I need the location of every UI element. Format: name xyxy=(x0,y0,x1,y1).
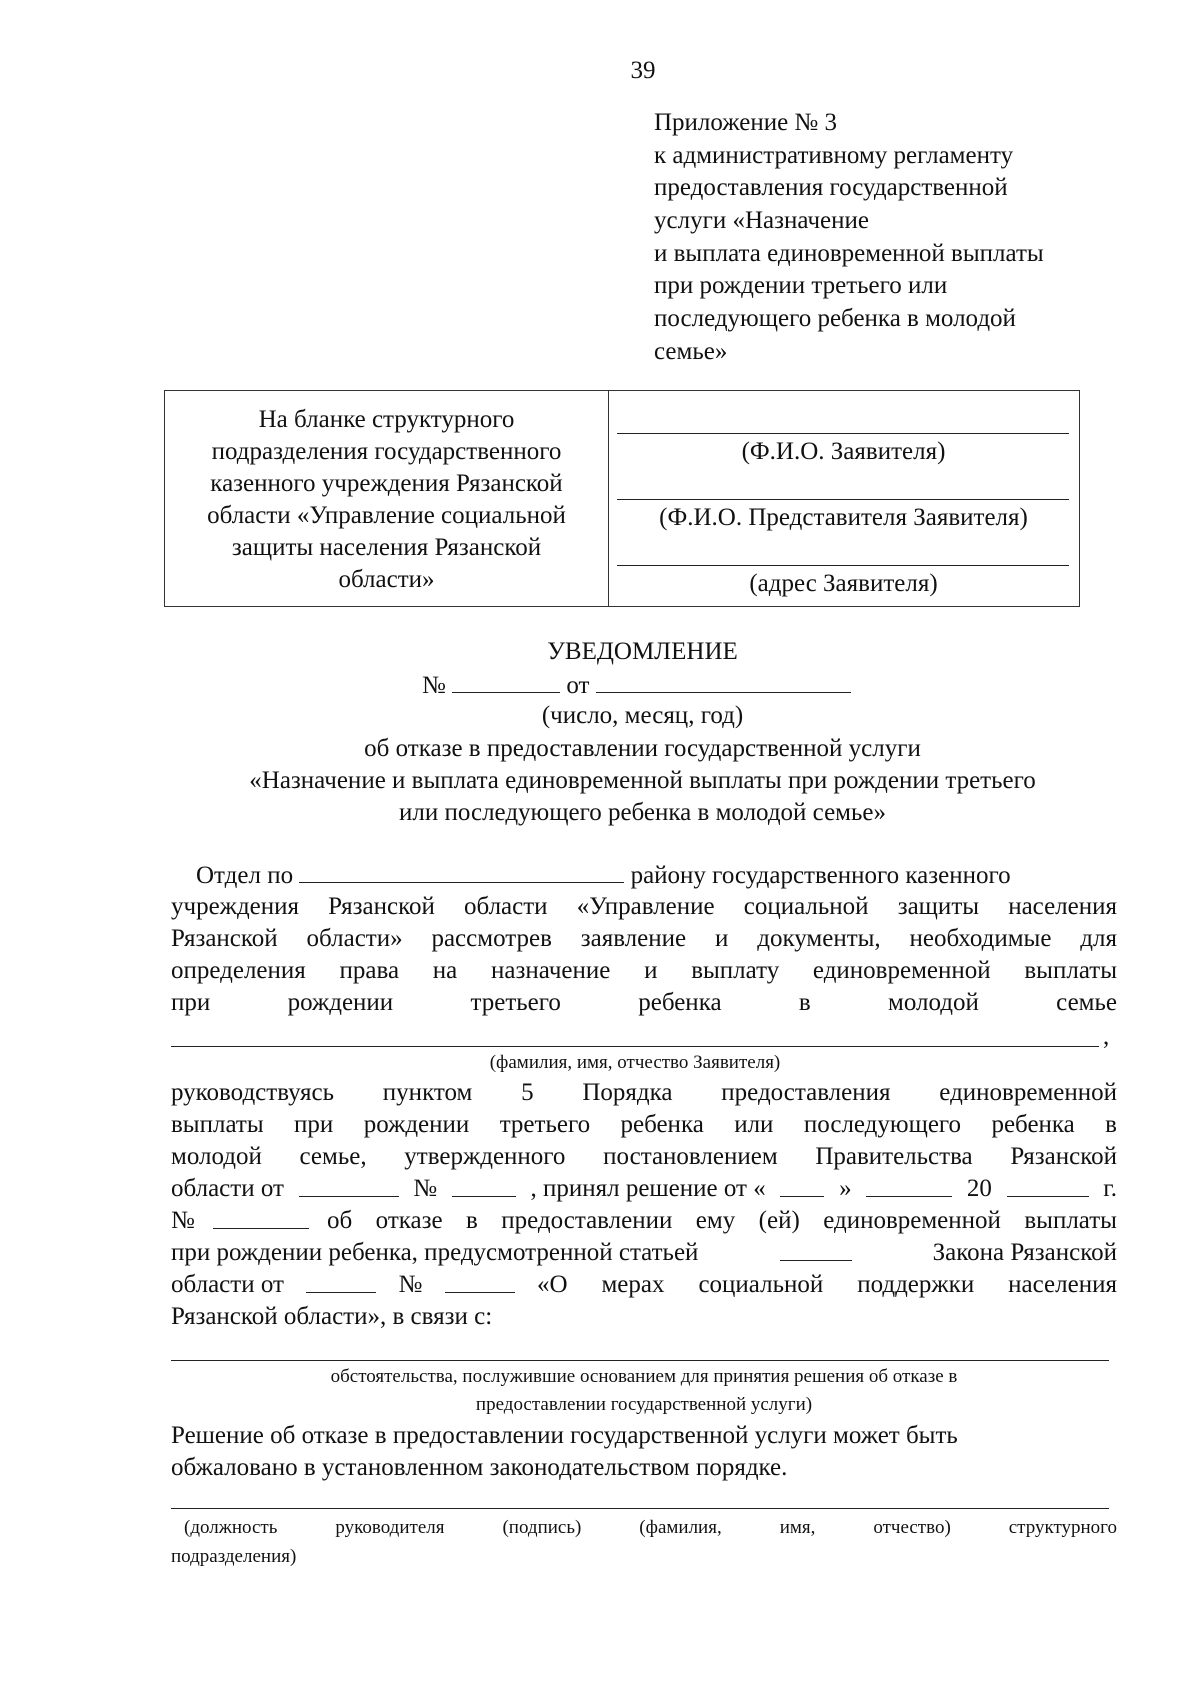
appeal-text: обжаловано в установленном законодательством порядке. xyxy=(171,1454,788,1481)
body-text: » xyxy=(839,1175,852,1202)
body-text: области от xyxy=(171,1271,284,1298)
decision-year-field[interactable] xyxy=(1007,1174,1089,1197)
body-text: № xyxy=(398,1271,423,1298)
appendix-line: к административному регламенту xyxy=(654,142,1014,169)
body-text: 20 xyxy=(966,1175,992,1202)
body-text: «О мерах социальной поддержки населения xyxy=(536,1271,1117,1298)
article-field[interactable] xyxy=(780,1238,852,1261)
appendix-line: предоставления государственной xyxy=(654,174,1008,201)
notice-subtitle: «Назначение и выплата единовременной выплаты при рождении третьего xyxy=(249,767,1036,794)
body-text: г. xyxy=(1103,1175,1117,1202)
body-text: району государственного казенного xyxy=(630,862,1011,889)
law-number-field[interactable] xyxy=(445,1270,515,1293)
body-line xyxy=(171,1238,1117,1268)
body-text: , принял решение от « xyxy=(530,1175,766,1202)
notice-subtitle: об отказе в предоставлении государственной услуги xyxy=(364,735,921,762)
body-line: Рязанской области», в связи с: xyxy=(171,1303,493,1330)
notice-subtitle: или последующего ребенка в молодой семье» xyxy=(399,799,886,826)
body-line: выплаты при рождении третьего ребенка или последующего ребенка в xyxy=(171,1111,1117,1138)
date-hint: (число, месяц, год) xyxy=(541,702,744,729)
body-line xyxy=(171,1206,1117,1236)
letterhead-line: области» xyxy=(338,566,435,593)
body-line: при рождении третьего ребенка в молодой семье xyxy=(171,989,1117,1016)
reason-hint: предоставлении государственной услуги) xyxy=(475,1394,813,1415)
department-label: Отдел по xyxy=(196,862,294,889)
signature-hint: подразделения) xyxy=(171,1546,297,1567)
decision-month-field[interactable] xyxy=(866,1174,952,1197)
body-text: № xyxy=(413,1175,438,1202)
signature-field[interactable] xyxy=(171,1508,1109,1509)
letterhead-line: казенного учреждения Рязанской xyxy=(210,470,563,497)
body-line: определения права на назначение и выплату единовременной выплаты xyxy=(171,957,1117,984)
reason-field[interactable] xyxy=(171,1360,1109,1361)
applicant-name-field[interactable] xyxy=(617,433,1069,434)
body-text: при рождении ребенка, предусмотренной статьей xyxy=(171,1239,699,1266)
body-line: молодой семье, утвержденного постановлением Правительства Рязанской xyxy=(171,1143,1117,1170)
letterhead-line: защиты населения Рязанской xyxy=(231,534,542,561)
body-line: руководствуясь пунктом 5 Порядка предоставления единовременной xyxy=(171,1079,1117,1106)
law-date-field[interactable] xyxy=(306,1270,376,1293)
appendix-line: и выплата единовременной выплаты xyxy=(654,240,1044,267)
notice-date-field[interactable] xyxy=(596,670,851,693)
decision-day-field[interactable] xyxy=(780,1174,824,1197)
appendix-line: при рождении третьего или xyxy=(654,272,948,299)
reason-hint: обстоятельства, послужившие основанием для принятия решения об отказе в xyxy=(330,1366,958,1387)
applicant-name-label: (Ф.И.О. Заявителя) xyxy=(741,438,946,465)
appendix-line: услуги «Назначение xyxy=(654,207,869,234)
body-line xyxy=(171,1270,1117,1300)
applicant-address-label: (адрес Заявителя) xyxy=(749,570,938,597)
appendix-line: семье» xyxy=(654,338,728,365)
body-line: Рязанской области» рассмотрев заявление и документы, необходимые для xyxy=(171,925,1117,952)
letterhead-line: На бланке структурного xyxy=(258,406,515,433)
letterhead-line: области «Управление социальной xyxy=(207,502,566,529)
signature-hint: (должность руководителя (подпись) (фамилия, имя, отчество) структурного xyxy=(184,1517,1117,1538)
body-text: области от xyxy=(171,1175,284,1202)
page-number: 39 xyxy=(630,57,656,84)
applicant-fullname-field[interactable] xyxy=(171,1046,1099,1047)
body-text: Закона Рязанской xyxy=(932,1239,1117,1266)
body-line xyxy=(196,860,1011,891)
notice-number-field[interactable] xyxy=(452,670,560,693)
letterhead-line: подразделения государственного xyxy=(211,438,562,465)
body-text: об отказе в предоставлении ему (ей) единовременной выплаты xyxy=(326,1207,1117,1234)
applicant-fullname-hint: (фамилия, имя, отчество Заявителя) xyxy=(489,1052,781,1073)
date-prefix: от xyxy=(566,672,590,699)
body-line xyxy=(171,1174,1117,1204)
applicant-address-field[interactable] xyxy=(617,565,1069,566)
body-line: учреждения Рязанской области «Управление социальной защиты населения xyxy=(171,893,1117,920)
resolution-date-field[interactable] xyxy=(299,1174,399,1197)
representative-name-field[interactable] xyxy=(617,499,1069,500)
number-prefix: № xyxy=(422,672,446,699)
comma: , xyxy=(1103,1023,1110,1050)
appendix-line: последующего ребенка в молодой xyxy=(654,305,1016,332)
representative-name-label: (Ф.И.О. Представителя Заявителя) xyxy=(659,504,1028,531)
resolution-number-field[interactable] xyxy=(452,1174,516,1197)
body-text: № xyxy=(171,1207,195,1234)
notice-number-line xyxy=(422,670,851,701)
header-table xyxy=(164,390,1080,607)
district-field[interactable] xyxy=(299,860,624,883)
appendix-line: Приложение № 3 xyxy=(654,109,838,136)
appeal-text: Решение об отказе в предоставлении государственной услуги может быть xyxy=(171,1422,958,1449)
notice-title: УВЕДОМЛЕНИЕ xyxy=(547,638,738,665)
decision-number-field[interactable] xyxy=(213,1206,309,1229)
